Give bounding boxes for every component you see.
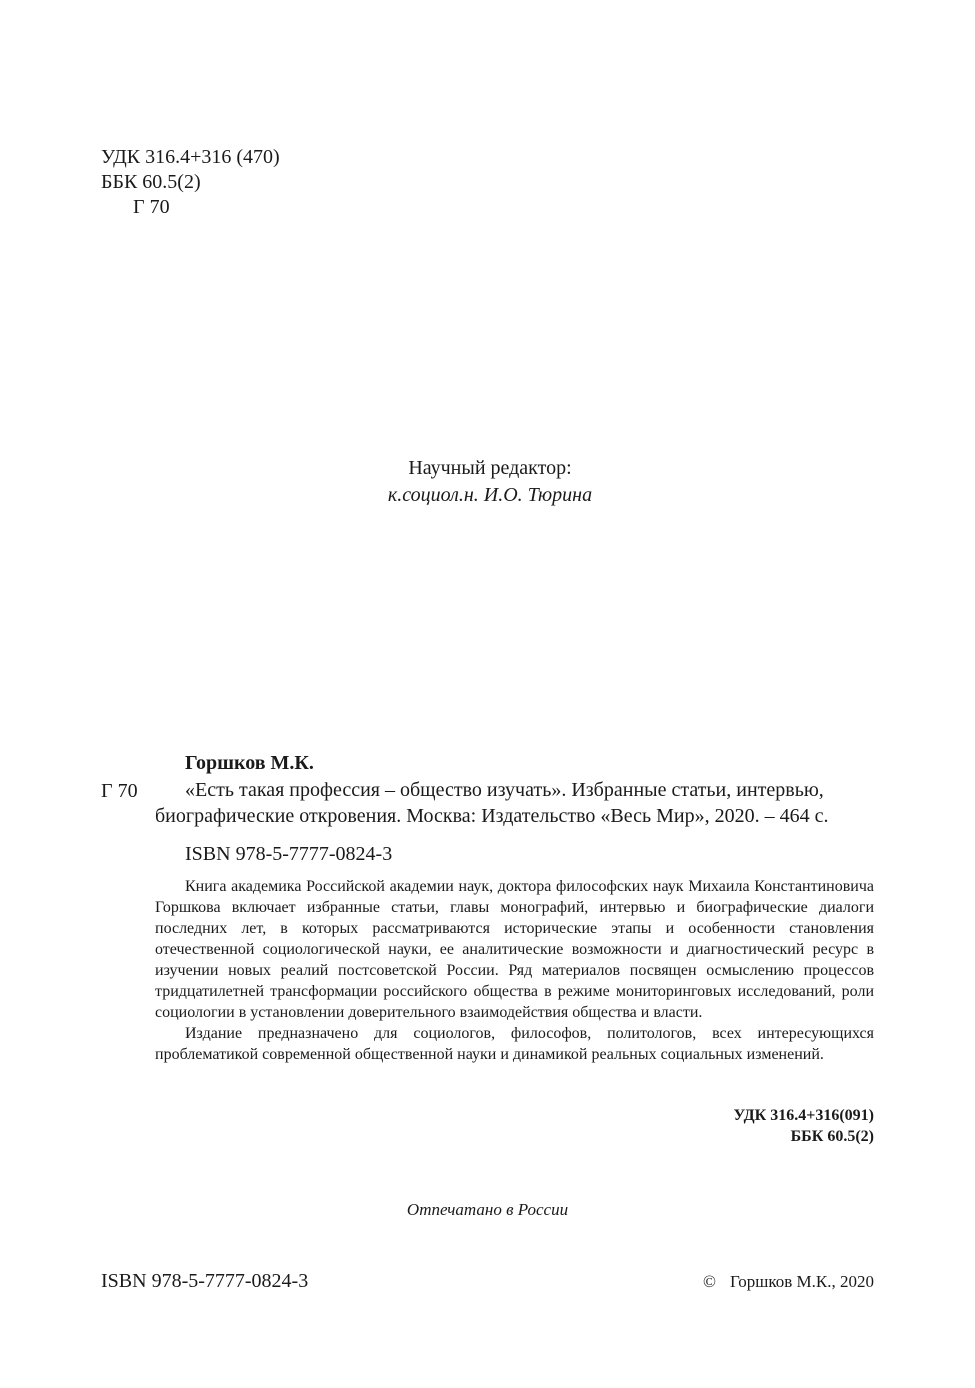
card-abstract xyxy=(155,876,874,1065)
card-title xyxy=(155,777,874,829)
card-bbk: ББК 60.5(2) xyxy=(790,1128,874,1145)
card-title-line-2: биографические откровения. Москва: Издательство «Весь Мир», 2020. – 464 с. xyxy=(155,805,829,827)
copyright-text: Горшков М.К., 2020 xyxy=(729,1272,874,1291)
abstract-paragraph-2: Издание предназначено для социологов, философов, политологов, всех интересующихся проблематикой современной общественной науки и динамикой реальных социальных изменений. xyxy=(155,1025,874,1063)
author-mark: Г 70 xyxy=(133,196,170,218)
card-author-mark: Г 70 xyxy=(101,780,138,802)
card-classification xyxy=(733,1105,874,1147)
scientific-editor-block xyxy=(340,455,640,509)
bbk-code: ББК 60.5(2) xyxy=(101,171,201,193)
footer-isbn: ISBN 978-5-7777-0824-3 xyxy=(101,1270,309,1292)
abstract-paragraph-1: Книга академика Российской академии наук, доктора философских наук Михаила Константиновича Горшкова включает избранные статьи, главы монографий, интервью и биографические диалоги последних лет, в которых рассматриваются исторические этапы и особенности становления отечественной социологической науки, ее аналитические возможности и диагностический ресурс в изучении новых реалий постсоветской России. Ряд материалов посвящен осмыслению процессов тридцатилетней трансформации российского общества в режиме мониторинговых исследований, роли социологии в установлении доверительного взаимодействия общества и власти. xyxy=(155,878,874,1021)
card-title-line-1: «Есть такая профессия – общество изучать». Избранные статьи, интервью, xyxy=(185,779,824,801)
card-isbn: ISBN 978-5-7777-0824-3 xyxy=(185,843,393,865)
editor-label: Научный редактор: xyxy=(408,457,572,479)
udk-code: УДК 316.4+316 (470) xyxy=(101,146,280,168)
printed-in-russia: Отпечатано в России xyxy=(406,1200,569,1219)
card-udk: УДК 316.4+316(091) xyxy=(733,1107,874,1124)
editor-name: к.социол.н. И.О. Тюрина xyxy=(387,484,593,506)
card-author: Горшков М.К. xyxy=(185,752,314,774)
index-block xyxy=(101,145,280,220)
copyright-icon: © xyxy=(703,1272,716,1291)
copyright xyxy=(703,1272,874,1292)
